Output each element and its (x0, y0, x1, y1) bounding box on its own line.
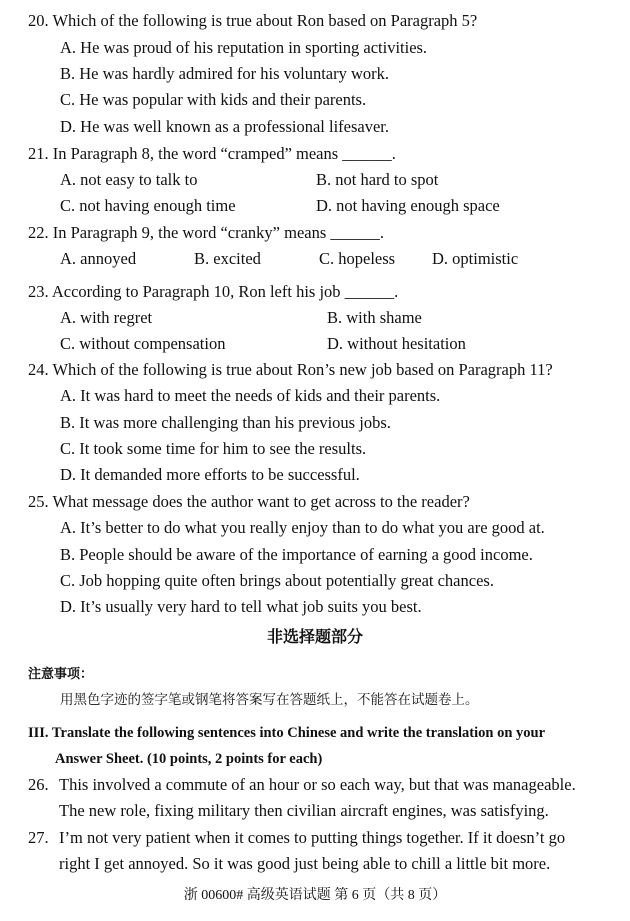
notice-heading: 注意事项： (28, 667, 94, 682)
question-20-option-d: D. He was well known as a professional lifesaver. (60, 117, 389, 136)
question-25-option-c: C. Job hopping quite often brings about potentially great chances. (60, 571, 494, 590)
part3-instruction-line1: III. Translate the following sentences into Chinese and write the translation on your (28, 725, 546, 741)
question-21-option-a: A. not easy to talk to (60, 170, 198, 189)
question-22-option-d: D. optimistic (432, 249, 519, 268)
question-24-option-d: D. It demanded more efforts to be successful. (60, 465, 360, 484)
question-24-option-a: A. It was hard to meet the needs of kids and their parents. (60, 386, 441, 405)
part3-instruction-line2: Answer Sheet. (10 points, 2 points for each) (55, 751, 323, 767)
question-22-stem: 22. In Paragraph 9, the word “cranky” means ______. (28, 223, 385, 242)
question-25-option-a: A. It’s better to do what you really enjoy than to do what you are good at. (60, 518, 545, 537)
question-22-option-c: C. hopeless (319, 249, 396, 268)
question-25-option-b: B. People should be aware of the importance of earning a good income. (60, 545, 533, 564)
question-24-stem: 24. Which of the following is true about Ron’s new job based on Paragraph 11? (28, 360, 553, 379)
question-23-option-a: A. with regret (60, 308, 153, 327)
question-26-line1: This involved a commute of an hour or so each way, but that was manageable. (59, 775, 576, 794)
question-21-option-d: D. not having enough space (316, 196, 500, 215)
question-24-option-b: B. It was more challenging than his previous jobs. (60, 413, 391, 432)
question-26-number: 26. (28, 775, 49, 794)
page-footer: 浙 00600# 高级英语试题 第 6 页（共 8 页） (183, 888, 447, 903)
question-27-line1: I’m not very patient when it comes to putting things together. If it doesn’t go (59, 828, 566, 847)
question-20-option-c: C. He was popular with kids and their parents. (60, 90, 367, 109)
question-21-option-c: C. not having enough time (60, 196, 236, 215)
question-20-option-b: B. He was hardly admired for his voluntary work. (60, 64, 390, 83)
notice-body: 用黑色字迹的签字笔或钢笔将答案写在答题纸上，不能答在试题卷上。 (60, 692, 479, 708)
question-23-option-d: D. without hesitation (327, 334, 466, 353)
question-21-stem: 21. In Paragraph 8, the word “cramped” means ______. (28, 144, 396, 163)
question-26-line2: The new role, fixing military then civilian aircraft engines, was satisfying. (59, 801, 549, 820)
question-25-option-d: D. It’s usually very hard to tell what job suits you best. (60, 597, 422, 616)
question-27-number: 27. (28, 828, 49, 847)
question-20-option-a: A. He was proud of his reputation in sporting activities. (60, 38, 428, 57)
question-23-stem: 23. According to Paragraph 10, Ron left his job ______. (28, 282, 399, 301)
question-22-option-b: B. excited (194, 249, 261, 268)
question-21-option-b: B. not hard to spot (316, 170, 439, 189)
question-27-line2: right I get annoyed. So it was good just being able to chill a little bit more. (59, 854, 551, 873)
question-22-option-a: A. annoyed (60, 249, 137, 268)
question-25-stem: 25. What message does the author want to get across to the reader? (28, 492, 470, 511)
question-23-option-b: B. with shame (327, 308, 422, 327)
section-title: 非选择题部分 (266, 627, 363, 646)
question-20-stem: 20. Which of the following is true about Ron based on Paragraph 5? (28, 11, 478, 30)
question-24-option-c: C. It took some time for him to see the results. (60, 439, 367, 458)
question-23-option-c: C. without compensation (60, 334, 226, 353)
